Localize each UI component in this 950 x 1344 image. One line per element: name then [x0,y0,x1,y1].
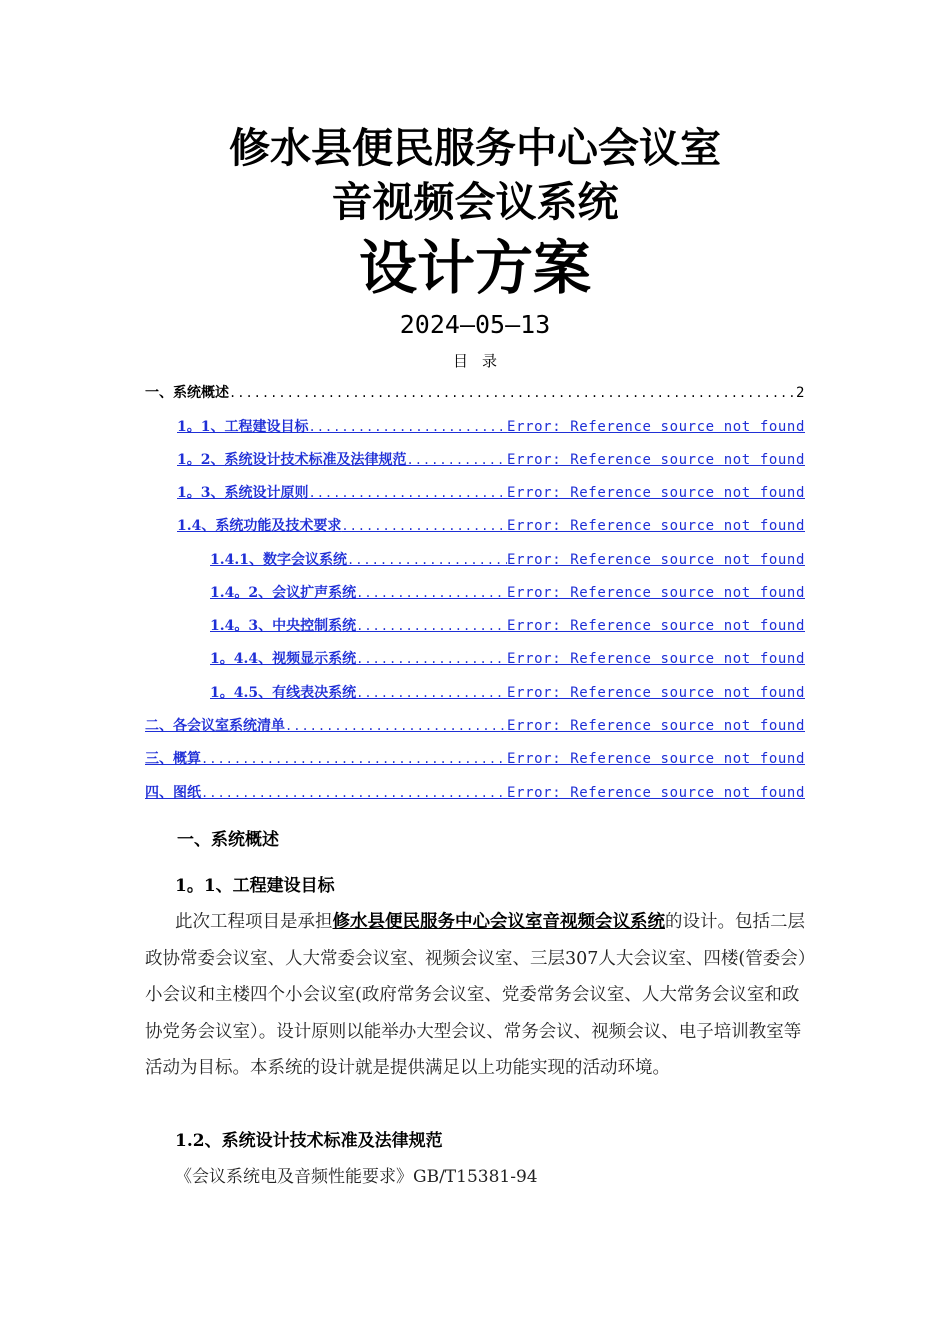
toc-entry-link[interactable] [145,715,805,737]
toc-entry-page: Error: Reference source not found [507,785,805,801]
toc-entry-page: Error: Reference source not found [507,585,805,601]
toc-entry-label: 一、系统概述 [145,385,229,401]
toc-leader-dots [406,449,507,471]
toc-entry-link[interactable] [177,416,805,438]
toc-entry-link[interactable] [210,615,805,637]
toc-entry-label: 1。4.4、视频显示系统 [210,651,357,667]
subsection-heading: 1。1、工程建设目标 [175,876,335,896]
toc-leader-dots [285,715,507,737]
toc-leader-dots [341,515,507,537]
toc-leader-dots [356,682,507,704]
title-line-2: 音视频会议系统 [331,178,619,226]
toc-entry-label: 1.4。2、会议扩声系统 [210,585,357,601]
toc-entry[interactable] [145,382,805,404]
toc-entry-label: 1.4。3、中央控制系统 [210,618,357,634]
toc-leader-dots [201,782,507,804]
section-heading: 一、系统概述 [177,830,279,850]
toc-leader-dots [356,615,507,637]
paragraph-text: 的设计。包括二层政协常委会议室、人大常委会议室、视频会议室、三层307人大会议室、四楼(管委会）小会议和主楼四个小会议室(政府常务会议室、党委常务会议室、人大常务会议室和政协党务会议室）。设计原则以能举办大型会议、常务会议、视频会议、电子培训教室等活动为目标。本系统的设计就是提供满足以上功能实现的活动环境。 [145,912,807,1078]
toc-entry-label: 1.4、系统功能及技术要求 [177,518,342,534]
toc-entry-page: Error: Reference source not found [507,419,805,435]
toc-entry-link[interactable] [177,515,805,537]
toc-leader-dots [229,382,796,404]
toc-entry-page: Error: Reference source not found [507,485,805,501]
toc-leader-dots [308,416,507,438]
toc-entry-label: 四、图纸 [145,785,201,801]
toc-entry-page: Error: Reference source not found [507,518,805,534]
toc-entry-label: 二、各会议室系统清单 [145,718,285,734]
toc-entry-page: Error: Reference source not found [507,685,805,701]
toc-entry-link[interactable] [177,449,805,471]
toc-entry-label: 1。4.5、有线表决系统 [210,685,357,701]
toc-entry-page: Error: Reference source not found [507,651,805,667]
toc-entry-page: 2 [795,385,805,401]
toc-entry-link[interactable] [210,582,805,604]
toc-leader-dots [308,482,507,504]
toc-entry-label: 1。2、系统设计技术标准及法律规范 [177,452,407,468]
toc-entry-link[interactable] [177,482,805,504]
toc-heading: 目录 [452,352,511,370]
toc-entry-label: 1。3、系统设计原则 [177,485,309,501]
toc-entry-link[interactable] [210,549,805,571]
toc-entry-page: Error: Reference source not found [507,452,805,468]
toc-leader-dots [356,582,507,604]
toc-entry-link[interactable] [145,782,805,804]
toc-entry-link[interactable] [210,682,805,704]
toc-entry-label: 1.4.1、数字会议系统 [210,552,347,568]
standard-reference: 《会议系统电及音频性能要求》GB/T15381-94 [175,1167,538,1187]
paragraph-text: 此次工程项目是承担 [175,912,333,932]
subsection-heading: 1.2、系统设计技术标准及法律规范 [175,1131,443,1151]
document-date: 2024—05—13 [399,310,551,339]
toc-entry-link[interactable] [210,648,805,670]
toc-entry-label: 三、概算 [145,751,201,767]
toc-entry-page: Error: Reference source not found [507,618,805,634]
toc-entry-page: Error: Reference source not found [507,718,805,734]
toc-entry-page: Error: Reference source not found [507,751,805,767]
toc-leader-dots [201,748,507,770]
toc-entry-page: Error: Reference source not found [507,552,805,568]
toc-leader-dots [356,648,507,670]
title-line-1: 修水县便民服务中心会议室 [229,124,721,172]
project-name: 修水县便民服务中心会议室音视频会议系统 [332,912,665,932]
toc-entry-label: 1。1、工程建设目标 [177,419,309,435]
title-line-3: 设计方案 [358,234,591,302]
toc-entry-link[interactable] [145,748,805,770]
body-paragraph [145,904,810,1087]
toc-leader-dots [347,549,507,571]
